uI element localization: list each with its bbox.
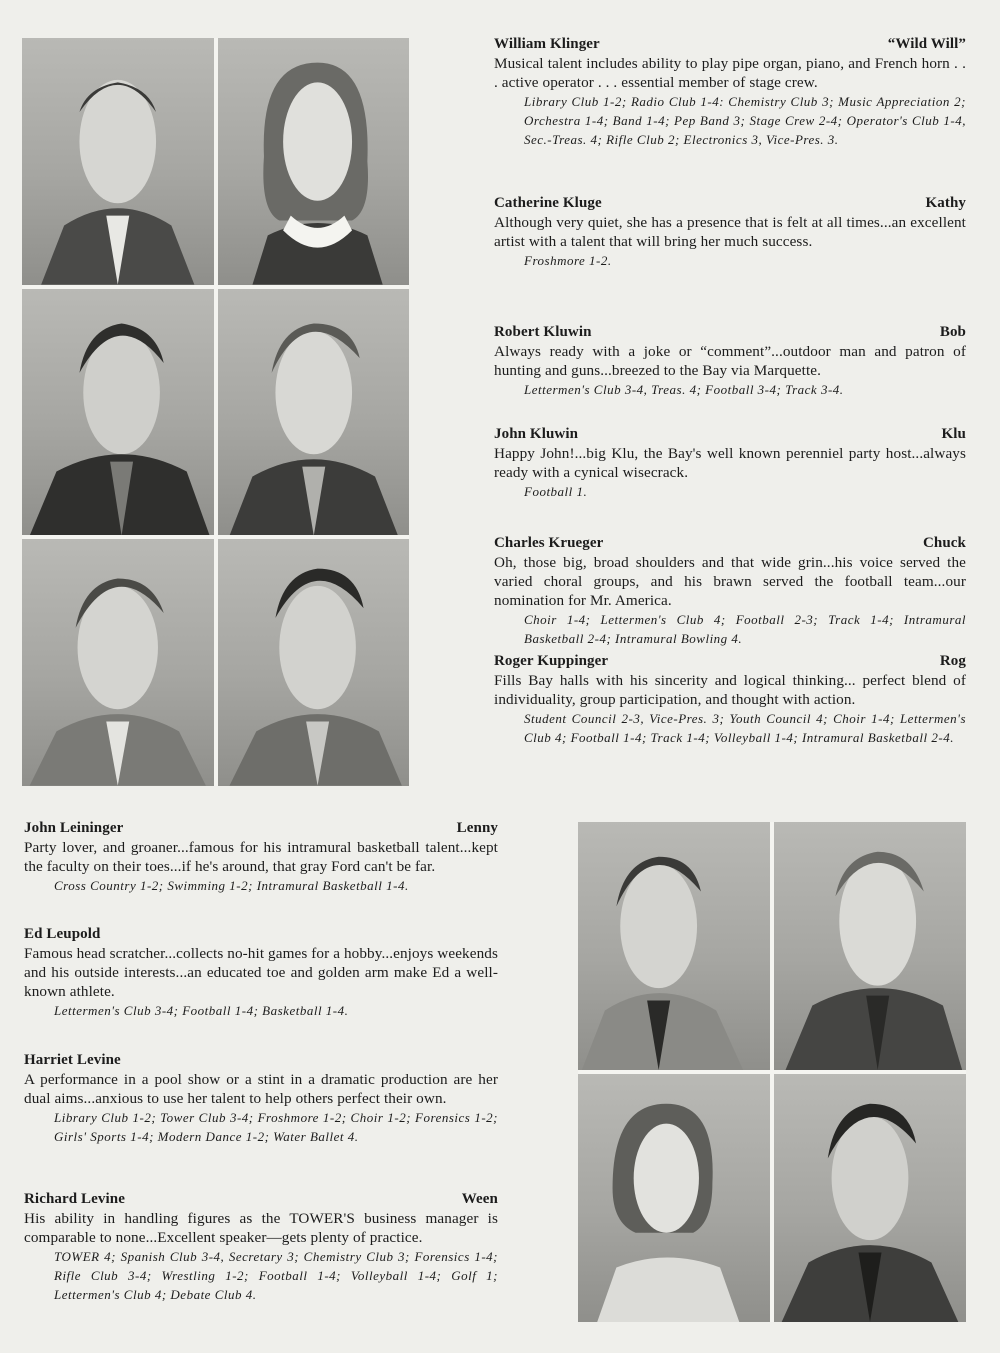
student-name: Catherine Kluge xyxy=(494,195,602,211)
bio-activities: Lettermen's Club 3-4, Treas. 4; Football 3-4; Track 3-4. xyxy=(524,382,844,397)
bio-activities: Lettermen's Club 3-4; Football 1-4; Basketball 1-4. xyxy=(54,1003,349,1018)
bio-john-leininger xyxy=(24,819,498,895)
bio-activities: Library Club 1-2; Tower Club 3-4; Froshmore 1-2; Choir 1-2; Forensics 1-2; Girls' Sports 1-4; Modern Dance 1-2; Water Ballet 4. xyxy=(54,1110,498,1144)
bio-activities: Student Council 2-3, Vice-Pres. 3; Youth Council 4; Choir 1-4; Lettermen's Club 4; Football 1-4; Track 1-4; Volleyball 1-4; Intramural Basketball 2-4. xyxy=(524,711,966,745)
bio-catherine-kluge xyxy=(494,194,966,270)
student-name: Charles Krueger xyxy=(494,535,604,551)
portrait-william-klinger xyxy=(22,38,214,285)
student-nickname: Rog xyxy=(939,653,966,669)
bio-robert-kluwin xyxy=(494,323,966,399)
student-nickname: Bob xyxy=(939,324,966,340)
student-nickname: Lenny xyxy=(456,820,498,836)
bio-description: A performance in a pool show or a stint in a dramatic production are her dual aims...anxious to use her talent to help others perfect their own. xyxy=(24,1071,498,1107)
student-nickname: “Wild Will” xyxy=(887,36,966,52)
bio-description: Fills Bay halls with his sincerity and logical thinking... perfect blend of individuality, group participation, and thought with action. xyxy=(494,672,966,708)
bio-john-kluwin xyxy=(494,425,966,501)
portrait-richard-levine xyxy=(774,1074,966,1322)
portrait-john-kluwin xyxy=(218,289,410,536)
student-nickname: Chuck xyxy=(922,535,966,551)
student-name: Richard Levine xyxy=(24,1191,125,1207)
bio-activities: Football 1. xyxy=(524,484,588,499)
portrait-roger-kuppinger xyxy=(218,539,410,786)
portrait-harriet-levine xyxy=(578,1074,770,1322)
portrait-catherine-kluge xyxy=(218,38,410,285)
bio-activities: TOWER 4; Spanish Club 3-4, Secretary 3; Chemistry Club 3; Forensics 1-4; Rifle Club 3-4; Wrestling 1-2; Football 1-4; Volleyball 1-4; Golf 1; Lettermen's Club 4; Debate Club 4. xyxy=(54,1249,498,1302)
bio-activities: Cross Country 1-2; Swimming 1-2; Intramural Basketball 1-4. xyxy=(54,878,409,893)
bio-description: Always ready with a joke or “comment”...outdoor man and patron of hunting and guns...breezed to the Bay via Marquette. xyxy=(494,343,966,379)
bio-description: Famous head scratcher...collects no-hit games for a hobby...enjoys weekends and his outside interests...an educated toe and golden arm make Ed a well-known athlete. xyxy=(24,945,498,1000)
bio-harriet-levine xyxy=(24,1051,498,1146)
student-nickname: Klu xyxy=(941,426,966,442)
portrait-john-leininger xyxy=(578,822,770,1070)
bio-description: Oh, those big, broad shoulders and that wide grin...his voice served the varied choral groups, and his brawn served the football team...our nomination for Mr. America. xyxy=(494,554,966,609)
bio-activities: Choir 1-4; Lettermen's Club 4; Football 2-3; Track 1-4; Intramural Basketball 2-4; Intramural Bowling 4. xyxy=(524,612,966,646)
portrait-grid-bottom xyxy=(578,822,966,1322)
student-name: Roger Kuppinger xyxy=(494,653,609,669)
bio-description: Musical talent includes ability to play pipe organ, piano, and French horn . . . active operator . . . essential member of stage crew. xyxy=(494,55,966,91)
bio-activities: Froshmore 1-2. xyxy=(524,253,612,268)
bio-ed-leupold xyxy=(24,925,498,1020)
bio-description: Although very quiet, she has a presence that is felt at all times...an excellent artist with a talent that will bring her much success. xyxy=(494,214,966,250)
bio-activities: Library Club 1-2; Radio Club 1-4: Chemistry Club 3; Music Appreciation 2; Orchestra 1-4; Band 1-4; Pep Band 3; Stage Crew 2-4; Operator's Club 1-4, Sec.-Treas. 4; Rifle Club 2; Electronics 3, Vice-Pres. 3. xyxy=(524,94,966,147)
bio-description: Party lover, and groaner...famous for his intramural basketball talent...kept the faculty on their toes...if he's around, that gray Ford can't be far. xyxy=(24,839,498,875)
bio-description: His ability in handling figures as the TOWER'S business manager is comparable to none...Excellent speaker—gets plenty of practice. xyxy=(24,1210,498,1246)
portrait-charles-krueger xyxy=(22,539,214,786)
bio-richard-levine xyxy=(24,1190,498,1304)
student-nickname: Kathy xyxy=(925,195,966,211)
student-name: Harriet Levine xyxy=(24,1052,121,1068)
student-nickname: Ween xyxy=(461,1191,498,1207)
portrait-ed-leupold xyxy=(774,822,966,1070)
bio-description: Happy John!...big Klu, the Bay's well known perenniel party host...always ready with a cynical wisecrack. xyxy=(494,445,966,481)
student-name: William Klinger xyxy=(494,36,600,52)
student-name: Ed Leupold xyxy=(24,926,101,942)
portrait-robert-kluwin xyxy=(22,289,214,536)
student-name: John Kluwin xyxy=(494,426,579,442)
portrait-grid-top xyxy=(22,38,409,786)
bio-william-klinger xyxy=(494,35,966,149)
student-name: John Leininger xyxy=(24,820,124,836)
bio-roger-kuppinger xyxy=(494,652,966,747)
student-name: Robert Kluwin xyxy=(494,324,592,340)
bio-charles-krueger xyxy=(494,534,966,648)
